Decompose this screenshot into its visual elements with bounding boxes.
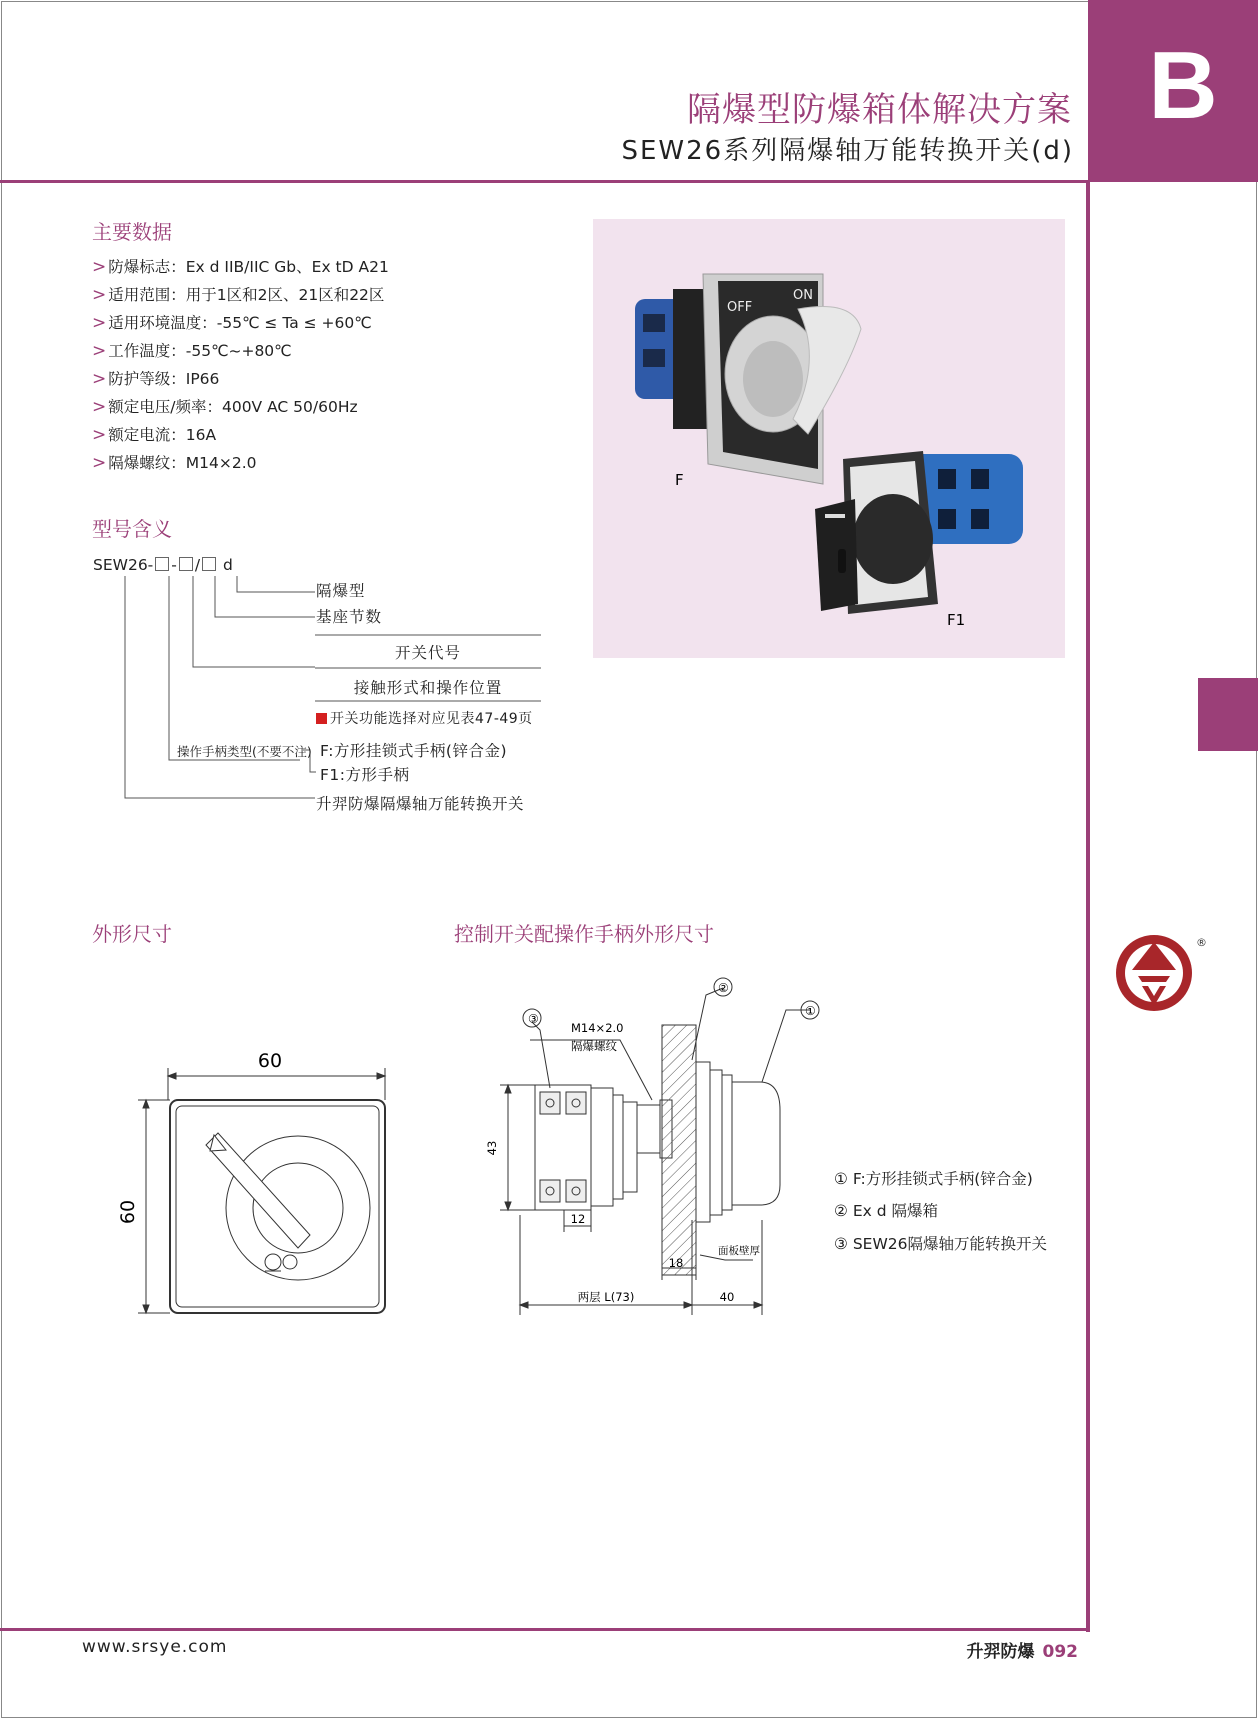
handle-type-label: 操作手柄类型(不要不注) <box>177 744 312 759</box>
footer-rule <box>0 1628 1090 1631</box>
legend-item-3: ③ SEW26隔爆轴万能转换开关 <box>834 1235 1048 1253</box>
on-label: ON <box>793 288 813 303</box>
header-rule <box>0 180 1088 183</box>
product-illustration <box>593 219 1065 658</box>
spec-item: > 隔爆螺纹：M14×2.0 <box>92 453 257 473</box>
dim-two-layer: 两层 L(73) <box>577 1290 635 1304</box>
dimensions-heading: 外形尺寸 <box>92 922 172 946</box>
off-label: OFF <box>727 300 753 315</box>
spec-item: > 额定电压/频率：400V AC 50/60Hz <box>92 397 358 417</box>
switch-f-plate <box>703 274 861 484</box>
spec-item: > 防护等级：IP66 <box>92 369 220 389</box>
callout-2: ② <box>718 981 729 995</box>
model-heading: 型号含义 <box>92 517 172 541</box>
registered-mark: ® <box>1196 936 1207 949</box>
base-sections-label: 基座节数 <box>316 608 383 626</box>
panel-thickness-label: 面板壁厚 <box>718 1245 760 1257</box>
page-title: 隔爆型防爆箱体解决方案 <box>687 90 1072 130</box>
spec-item: > 防爆标志：Ex d IIB/IIC Gb、Ex tD A21 <box>92 257 389 277</box>
page-subtitle: SEW26系列隔爆轴万能转换开关(d) <box>621 136 1074 166</box>
dim-43: 43 <box>485 1140 499 1156</box>
switch-code-label: 开关代号 <box>394 644 461 662</box>
spec-item: > 适用范围：用于1区和2区、21区和22区 <box>92 285 385 305</box>
spec-item: > 工作温度：-55℃~+80℃ <box>92 341 292 361</box>
model-code: SEW26- - / d <box>93 556 233 574</box>
switch-f-body <box>635 289 715 429</box>
explosion-type-label: 隔爆型 <box>316 582 366 600</box>
handle-f1-label: F1:方形手柄 <box>320 766 410 784</box>
dim-18: 18 <box>668 1256 684 1270</box>
model-code-prefix: SEW26- <box>93 556 154 574</box>
thread-label: 隔爆螺纹 <box>571 1039 617 1053</box>
thread-spec: M14×2.0 <box>571 1021 624 1035</box>
page-number: 092 <box>1042 1642 1078 1662</box>
handle-dims-heading: 控制开关配操作手柄外形尺寸 <box>454 922 714 946</box>
red-marker-icon <box>316 713 327 724</box>
dim-width: 60 <box>257 1050 283 1072</box>
callout-3: ③ <box>528 1012 539 1026</box>
section-letter: B <box>1148 32 1218 139</box>
dim-height: 60 <box>117 1199 139 1225</box>
model-code-suffix: d <box>223 556 233 574</box>
product-photo <box>593 219 1065 658</box>
label-f1: F1 <box>947 611 966 629</box>
side-view-drawing <box>470 970 830 1320</box>
right-rule <box>1086 180 1090 1632</box>
footer-url[interactable]: www.srsye.com <box>82 1637 228 1657</box>
spec-item: > 适用环境温度：-55℃ ≤ Ta ≤ +60℃ <box>92 313 372 333</box>
switch-f1-body <box>815 451 1023 614</box>
front-view-drawing <box>110 1040 410 1330</box>
product-name-label: 升羿防爆隔爆轴万能转换开关 <box>316 795 525 813</box>
label-f: F <box>675 471 684 489</box>
spec-item: > 额定电流：16A <box>92 425 217 445</box>
contact-form-label: 接触形式和操作位置 <box>353 679 503 697</box>
footer-brand-name: 升羿防爆 <box>966 1642 1035 1662</box>
side-index-tab <box>1198 678 1258 751</box>
legend-item-2: ② Ex d 隔爆箱 <box>834 1202 938 1220</box>
dim-40: 40 <box>719 1290 735 1304</box>
footer-brand <box>967 1637 1079 1662</box>
callout-1: ① <box>805 1004 816 1018</box>
dim-12: 12 <box>570 1212 586 1226</box>
brand-logo <box>1112 930 1212 1020</box>
specs-heading: 主要数据 <box>92 220 172 244</box>
handle-f-label: F:方形挂锁式手柄(锌合金) <box>320 742 508 760</box>
function-reference: 开关功能选择对应见表47-49页 <box>316 708 533 728</box>
spec-list <box>92 255 389 479</box>
legend-item-1: ① F:方形挂锁式手柄(锌合金) <box>834 1170 1033 1188</box>
